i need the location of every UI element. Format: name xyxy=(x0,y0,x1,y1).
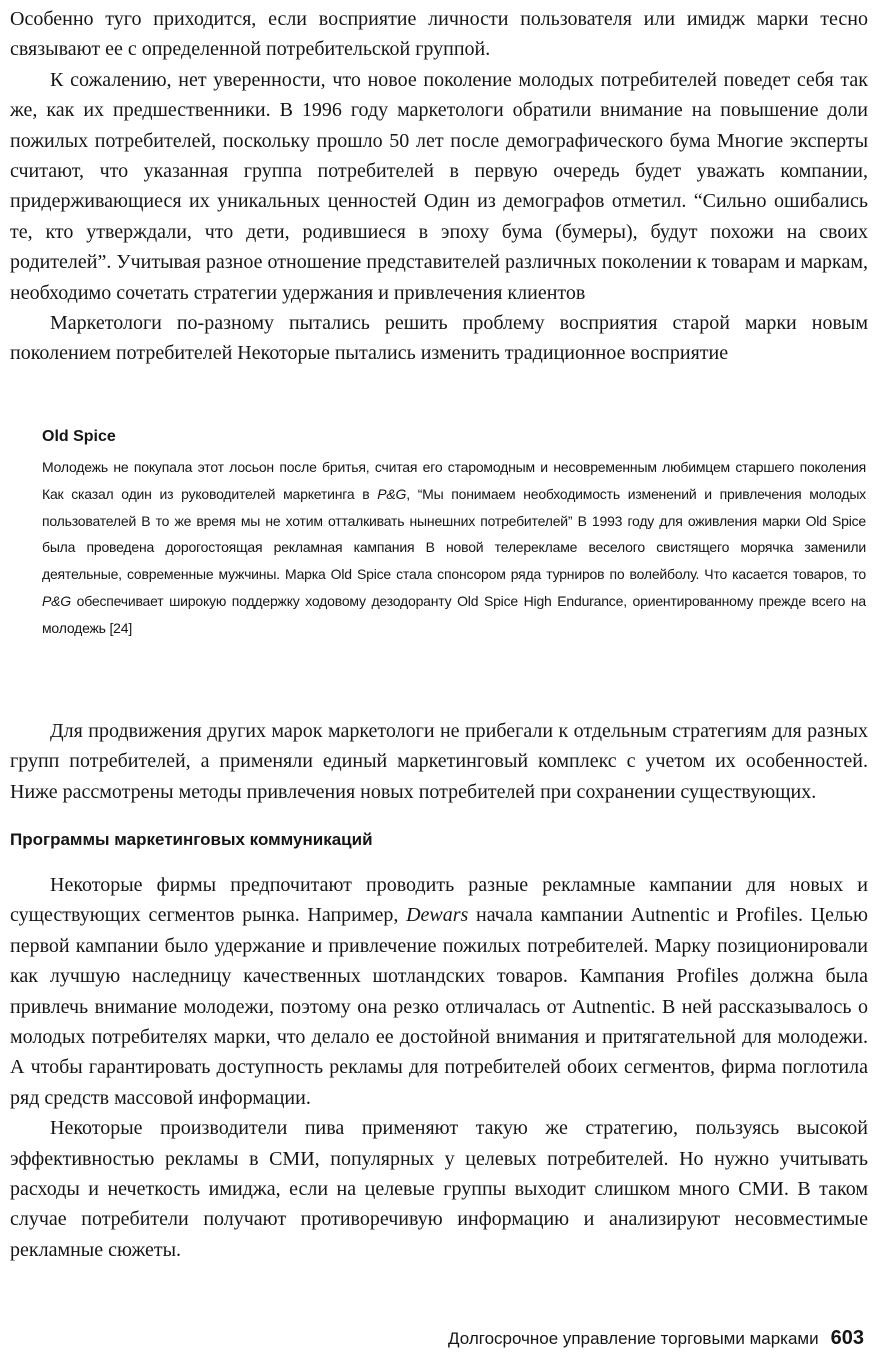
transition-text-block xyxy=(10,716,868,807)
paragraph-old-brand-perception: Маркетологи по-разному пытались решить проблему восприятия старой марки новым поколением потребителей Некоторые пытались изменить традиционное восприятие xyxy=(10,312,868,365)
communications-text-block xyxy=(10,870,868,1265)
case-study-body xyxy=(42,454,866,642)
brand-name: P&G xyxy=(42,592,71,609)
section-heading: Программы маркетинговых коммуникаций xyxy=(10,830,373,849)
paragraph-text: Некоторые фирмы предпочитают проводить разные рекламные кампании для новых и существующих сегментов рынка. Например, xyxy=(10,874,868,927)
paragraph-continuation: Особенно туго приходится, если восприятие личности пользователя или имидж марки тесно связывают ее с определенной потребительской группой. xyxy=(10,8,868,61)
case-study-text: , “Мы понимаем необходимость изменений и привлечения молодых пользователей В то же время мы не хотим отталкивать нынешних потребителей” В 1993 году для оживления марки Old Spice была проведена дорогостоящая рекламная кампания В новой телерекламе веселого свистящего морячка заменили деятельные, современные мужчины. Марка Old Spice стала спонсором ряда турниров по волейболу. Что касается товаров, то xyxy=(42,485,866,583)
paragraph-unified-complex: Для продвижения других марок маркетологи не прибегали к отдельным стратегиям для разных групп потребителей, а применяли единый маркетинговый комплекс с учетом их особенностей. Ниже рассмотрены методы привлечения новых потребителей при сохранении существующих. xyxy=(10,720,868,803)
brand-name: Dewars xyxy=(406,904,469,927)
page-footer xyxy=(448,1326,864,1351)
case-study-sidebar xyxy=(42,424,866,642)
brand-name: P&G xyxy=(377,485,407,502)
case-study-text: Молодежь не покупала этот лосьон после бритья, считая его старомодным и несовременным любимцем старшего поколения Как сказал один из руководителей маркетинга в xyxy=(42,459,866,502)
paragraph-dewars xyxy=(10,870,868,1113)
case-study-text: обеспечивает широкую поддержку ходовому дезодоранту Old Spice High Endurance, ориентированному прежде всего на молодежь [24] xyxy=(42,592,866,636)
running-title: Долгосрочное управление торговыми марками xyxy=(448,1329,819,1348)
page-number: 603 xyxy=(830,1327,864,1349)
paragraph-beer-producers: Некоторые производители пива применяют такую же стратегию, пользуясь высокой эффективностью рекламы в СМИ, популярных у целевых потребителей. Но нужно учитывать расходы и нечеткость имиджа, если на целевые группы выходит слишком много СМИ. В таком случае потребители получают противоречивую информацию и анализируют несовместимые рекламные сюжеты. xyxy=(10,1117,868,1261)
book-page xyxy=(10,0,868,1368)
paragraph-generations: К сожалению, нет уверенности, что новое поколение молодых потребителей поведет себя так же, как их предшественники. В 1996 году маркетологи обратили внимание на повышение доли пожилых потребителей, поскольку прошло 50 лет после демографического бума Многие эксперты считают, что указанная группа потребителей в первую очередь будет уважать компании, придерживающиеся их уникальных ценностей Один из демографов отметил. “Сильно ошибались те, кто утверждали, что дети, родившиеся в эпоху бума (бумеры), будут похожи на своих родителей”. Учитывая разное отношение представителей различных поколении к товарам и маркам, необходимо сочетать стратегии удержания и привлечения клиентов xyxy=(10,68,868,304)
case-study-title: Old Spice xyxy=(42,428,116,445)
intro-text-block xyxy=(10,4,868,369)
paragraph-text: начала кампании Autnentic и Profiles. Целью первой кампании было удержание и привлечение пожилых потребителей. Марку позиционировали как лучшую наследницу качественных шотландских товаров. Кампания Profiles должна была привлечь внимание молодежи, поэтому она резко отличалась от Autnentic. В ней рассказывалось о молодых потребителях марки, что делало ее достойной внимания и притягательной для молодежи. А чтобы гарантировать доступность рекламы для потребителей обоих сегментов, фирма поглотила ряд средств массовой информации. xyxy=(10,904,868,1109)
